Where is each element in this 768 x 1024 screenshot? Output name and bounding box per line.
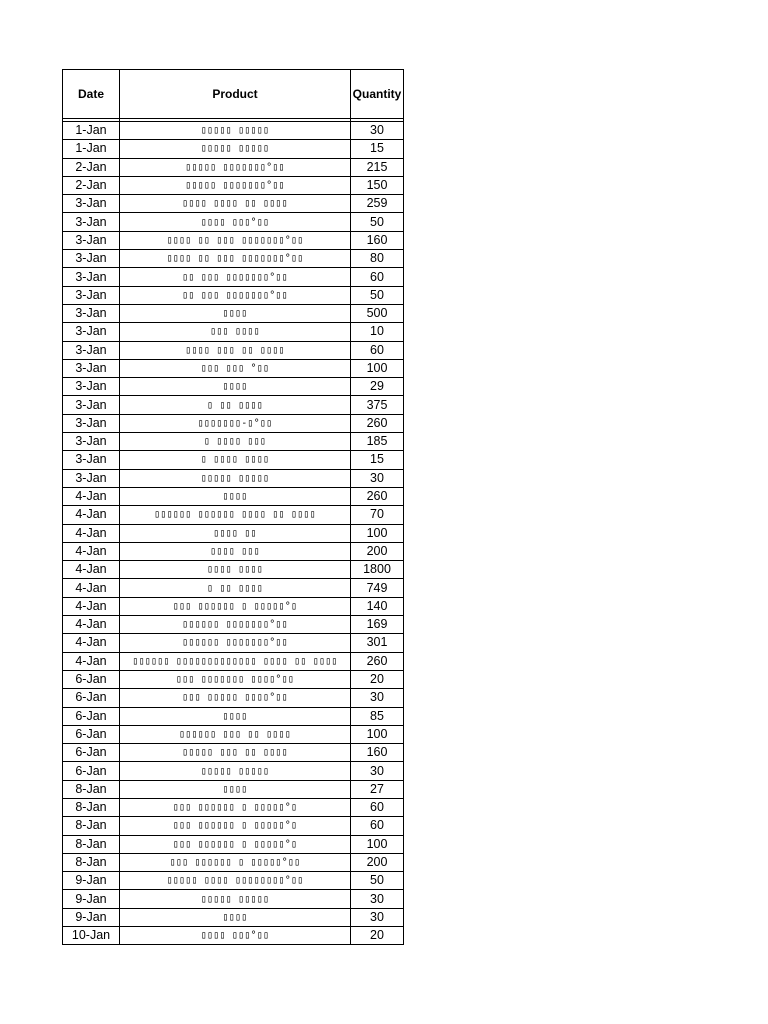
date-cell: 6-Jan xyxy=(63,725,120,743)
table-row xyxy=(63,542,404,560)
quantity-cell: 259 xyxy=(351,195,404,213)
product-cell: ▯▯▯ ▯▯▯▯▯▯ ▯ ▯▯▯▯▯°▯▯ xyxy=(120,853,351,871)
quantity-cell: 260 xyxy=(351,652,404,670)
product-cell: ▯▯ ▯▯▯ ▯▯▯▯▯▯▯°▯▯ xyxy=(120,268,351,286)
table-row xyxy=(63,506,404,524)
quantity-cell: 1800 xyxy=(351,561,404,579)
table-row xyxy=(63,158,404,176)
date-cell: 10-Jan xyxy=(63,927,120,945)
date-cell: 4-Jan xyxy=(63,616,120,634)
date-cell: 3-Jan xyxy=(63,469,120,487)
table-row xyxy=(63,689,404,707)
date-cell: 2-Jan xyxy=(63,158,120,176)
quantity-cell: 100 xyxy=(351,524,404,542)
table-row xyxy=(63,304,404,322)
quantity-cell: 30 xyxy=(351,908,404,926)
date-cell: 3-Jan xyxy=(63,359,120,377)
table-row xyxy=(63,469,404,487)
quantity-cell: 100 xyxy=(351,359,404,377)
product-cell: ▯▯▯ ▯▯▯▯▯▯ ▯ ▯▯▯▯▯°▯ xyxy=(120,798,351,816)
table-row xyxy=(63,176,404,194)
quantity-cell: 30 xyxy=(351,890,404,908)
table-row xyxy=(63,524,404,542)
date-cell: 1-Jan xyxy=(63,122,120,140)
quantity-cell: 200 xyxy=(351,542,404,560)
date-cell: 8-Jan xyxy=(63,780,120,798)
table-row xyxy=(63,652,404,670)
product-cell: ▯▯▯▯▯ ▯▯▯▯▯ xyxy=(120,469,351,487)
product-cell: ▯▯▯▯▯ ▯▯▯ ▯▯ ▯▯▯▯ xyxy=(120,744,351,762)
product-cell: ▯▯▯▯▯ ▯▯▯▯▯ xyxy=(120,140,351,158)
product-cell: ▯ ▯▯▯▯ ▯▯▯▯ xyxy=(120,451,351,469)
quantity-cell: 60 xyxy=(351,268,404,286)
table-row xyxy=(63,250,404,268)
table-row xyxy=(63,451,404,469)
product-cell: ▯▯▯ ▯▯▯▯▯ ▯▯▯▯°▯▯ xyxy=(120,689,351,707)
date-cell: 4-Jan xyxy=(63,542,120,560)
quantity-cell: 749 xyxy=(351,579,404,597)
table-row xyxy=(63,323,404,341)
quantity-cell: 30 xyxy=(351,469,404,487)
product-cell: ▯▯▯▯ xyxy=(120,780,351,798)
date-cell: 2-Jan xyxy=(63,176,120,194)
quantity-cell: 70 xyxy=(351,506,404,524)
table-row xyxy=(63,268,404,286)
table-row xyxy=(63,670,404,688)
quantity-cell: 160 xyxy=(351,231,404,249)
product-cell: ▯▯▯▯ xyxy=(120,707,351,725)
date-cell: 3-Jan xyxy=(63,451,120,469)
quantity-header: Quantity xyxy=(351,70,404,119)
table-row xyxy=(63,286,404,304)
date-cell: 9-Jan xyxy=(63,908,120,926)
quantity-cell: 30 xyxy=(351,762,404,780)
quantity-cell: 301 xyxy=(351,634,404,652)
date-cell: 4-Jan xyxy=(63,579,120,597)
quantity-cell: 80 xyxy=(351,250,404,268)
date-cell: 8-Jan xyxy=(63,798,120,816)
date-cell: 6-Jan xyxy=(63,689,120,707)
date-cell: 4-Jan xyxy=(63,524,120,542)
product-cell: ▯▯▯▯▯▯▯-▯°▯▯ xyxy=(120,414,351,432)
table-row xyxy=(63,487,404,505)
date-cell: 6-Jan xyxy=(63,707,120,725)
quantity-cell: 375 xyxy=(351,396,404,414)
quantity-cell: 200 xyxy=(351,853,404,871)
header-row xyxy=(63,70,404,119)
product-cell: ▯▯▯▯ xyxy=(120,487,351,505)
quantity-cell: 500 xyxy=(351,304,404,322)
product-cell: ▯▯▯ ▯▯▯▯▯▯ ▯ ▯▯▯▯▯°▯ xyxy=(120,597,351,615)
product-cell: ▯▯▯▯ xyxy=(120,378,351,396)
quantity-cell: 30 xyxy=(351,689,404,707)
date-cell: 3-Jan xyxy=(63,250,120,268)
date-cell: 3-Jan xyxy=(63,396,120,414)
table-row xyxy=(63,725,404,743)
date-cell: 3-Jan xyxy=(63,433,120,451)
product-cell: ▯▯▯▯ ▯▯▯°▯▯ xyxy=(120,213,351,231)
product-cell: ▯▯▯▯▯▯ ▯▯▯ ▯▯ ▯▯▯▯ xyxy=(120,725,351,743)
table-row xyxy=(63,835,404,853)
table-row xyxy=(63,597,404,615)
product-cell: ▯▯▯▯ ▯▯▯ ▯▯ ▯▯▯▯ xyxy=(120,341,351,359)
quantity-cell: 169 xyxy=(351,616,404,634)
product-cell: ▯ ▯▯ ▯▯▯▯ xyxy=(120,396,351,414)
date-cell: 3-Jan xyxy=(63,231,120,249)
quantity-cell: 215 xyxy=(351,158,404,176)
product-cell: ▯▯▯▯▯ ▯▯▯▯ ▯▯▯▯▯▯▯▯°▯▯ xyxy=(120,872,351,890)
quantity-cell: 85 xyxy=(351,707,404,725)
table-row xyxy=(63,817,404,835)
date-cell: 8-Jan xyxy=(63,835,120,853)
table-row xyxy=(63,707,404,725)
product-cell: ▯▯▯▯▯▯ ▯▯▯▯▯▯▯▯▯▯▯▯▯ ▯▯▯▯ ▯▯ ▯▯▯▯ xyxy=(120,652,351,670)
date-cell: 6-Jan xyxy=(63,744,120,762)
table-row xyxy=(63,195,404,213)
quantity-cell: 60 xyxy=(351,817,404,835)
table-row xyxy=(63,780,404,798)
date-cell: 4-Jan xyxy=(63,634,120,652)
table-row xyxy=(63,872,404,890)
product-cell: ▯ ▯▯▯▯ ▯▯▯ xyxy=(120,433,351,451)
table-row xyxy=(63,359,404,377)
date-cell: 9-Jan xyxy=(63,872,120,890)
date-cell: 3-Jan xyxy=(63,414,120,432)
product-cell: ▯▯▯▯ ▯▯ xyxy=(120,524,351,542)
product-cell: ▯▯ ▯▯▯ ▯▯▯▯▯▯▯°▯▯ xyxy=(120,286,351,304)
date-cell: 3-Jan xyxy=(63,286,120,304)
product-cell: ▯▯▯▯▯ ▯▯▯▯▯ xyxy=(120,762,351,780)
date-cell: 3-Jan xyxy=(63,213,120,231)
quantity-cell: 29 xyxy=(351,378,404,396)
date-cell: 3-Jan xyxy=(63,378,120,396)
table-row xyxy=(63,744,404,762)
product-cell: ▯▯▯▯▯ ▯▯▯▯▯▯▯°▯▯ xyxy=(120,158,351,176)
date-cell: 3-Jan xyxy=(63,195,120,213)
product-cell: ▯▯▯▯▯▯ ▯▯▯▯▯▯ ▯▯▯▯ ▯▯ ▯▯▯▯ xyxy=(120,506,351,524)
date-cell: 3-Jan xyxy=(63,323,120,341)
product-header: Product xyxy=(120,70,351,119)
table-row xyxy=(63,378,404,396)
quantity-cell: 15 xyxy=(351,140,404,158)
quantity-cell: 185 xyxy=(351,433,404,451)
quantity-cell: 140 xyxy=(351,597,404,615)
product-cell: ▯▯▯ ▯▯▯ °▯▯ xyxy=(120,359,351,377)
product-cell: ▯▯▯▯ ▯▯▯ xyxy=(120,542,351,560)
date-cell: 9-Jan xyxy=(63,890,120,908)
product-cell: ▯▯▯▯ xyxy=(120,908,351,926)
quantity-cell: 260 xyxy=(351,487,404,505)
date-cell: 8-Jan xyxy=(63,853,120,871)
date-cell: 4-Jan xyxy=(63,561,120,579)
table-row xyxy=(63,927,404,945)
table-row xyxy=(63,616,404,634)
product-cell: ▯▯▯ ▯▯▯▯▯▯▯ ▯▯▯▯°▯▯ xyxy=(120,670,351,688)
quantity-cell: 160 xyxy=(351,744,404,762)
table-row xyxy=(63,213,404,231)
table-row xyxy=(63,908,404,926)
date-cell: 3-Jan xyxy=(63,304,120,322)
quantity-cell: 50 xyxy=(351,213,404,231)
product-cell: ▯▯▯ ▯▯▯▯▯▯ ▯ ▯▯▯▯▯°▯ xyxy=(120,817,351,835)
date-cell: 6-Jan xyxy=(63,670,120,688)
date-cell: 4-Jan xyxy=(63,506,120,524)
table-row xyxy=(63,561,404,579)
table-body xyxy=(63,119,404,945)
quantity-cell: 50 xyxy=(351,872,404,890)
quantity-cell: 260 xyxy=(351,414,404,432)
quantity-cell: 30 xyxy=(351,122,404,140)
table-row xyxy=(63,798,404,816)
product-cell: ▯▯▯▯▯ ▯▯▯▯▯ xyxy=(120,890,351,908)
quantity-cell: 100 xyxy=(351,835,404,853)
date-header: Date xyxy=(63,70,120,119)
quantity-cell: 50 xyxy=(351,286,404,304)
table-row xyxy=(63,140,404,158)
date-cell: 3-Jan xyxy=(63,268,120,286)
table-row xyxy=(63,890,404,908)
table-row xyxy=(63,231,404,249)
table-row xyxy=(63,433,404,451)
product-cell: ▯▯▯▯▯ ▯▯▯▯▯ xyxy=(120,122,351,140)
quantity-cell: 150 xyxy=(351,176,404,194)
product-cell: ▯▯▯▯▯▯ ▯▯▯▯▯▯▯°▯▯ xyxy=(120,634,351,652)
table-row xyxy=(63,853,404,871)
product-cell: ▯▯▯▯ ▯▯ ▯▯▯ ▯▯▯▯▯▯▯°▯▯ xyxy=(120,231,351,249)
product-cell: ▯▯▯▯ xyxy=(120,304,351,322)
quantity-cell: 20 xyxy=(351,927,404,945)
quantity-cell: 20 xyxy=(351,670,404,688)
quantity-cell: 27 xyxy=(351,780,404,798)
table-row xyxy=(63,414,404,432)
date-cell: 6-Jan xyxy=(63,762,120,780)
product-cell: ▯ ▯▯ ▯▯▯▯ xyxy=(120,579,351,597)
date-cell: 3-Jan xyxy=(63,341,120,359)
quantity-cell: 60 xyxy=(351,341,404,359)
quantity-cell: 60 xyxy=(351,798,404,816)
product-cell: ▯▯▯▯▯ ▯▯▯▯▯▯▯°▯▯ xyxy=(120,176,351,194)
product-cell: ▯▯▯▯ ▯▯ ▯▯▯ ▯▯▯▯▯▯▯°▯▯ xyxy=(120,250,351,268)
table-row xyxy=(63,762,404,780)
quantity-cell: 10 xyxy=(351,323,404,341)
date-cell: 4-Jan xyxy=(63,597,120,615)
quantity-cell: 100 xyxy=(351,725,404,743)
product-cell: ▯▯▯ ▯▯▯▯ xyxy=(120,323,351,341)
date-cell: 8-Jan xyxy=(63,817,120,835)
table-row xyxy=(63,634,404,652)
table-row xyxy=(63,122,404,140)
table-row xyxy=(63,396,404,414)
product-cell: ▯▯▯▯ ▯▯▯▯ ▯▯ ▯▯▯▯ xyxy=(120,195,351,213)
product-cell: ▯▯▯▯ ▯▯▯▯ xyxy=(120,561,351,579)
table-row xyxy=(63,341,404,359)
date-cell: 4-Jan xyxy=(63,652,120,670)
quantity-cell: 15 xyxy=(351,451,404,469)
product-cell: ▯▯▯▯▯▯ ▯▯▯▯▯▯▯°▯▯ xyxy=(120,616,351,634)
sales-table xyxy=(62,69,404,945)
table-row xyxy=(63,579,404,597)
product-cell: ▯▯▯ ▯▯▯▯▯▯ ▯ ▯▯▯▯▯°▯ xyxy=(120,835,351,853)
date-cell: 1-Jan xyxy=(63,140,120,158)
product-cell: ▯▯▯▯ ▯▯▯°▯▯ xyxy=(120,927,351,945)
date-cell: 4-Jan xyxy=(63,487,120,505)
